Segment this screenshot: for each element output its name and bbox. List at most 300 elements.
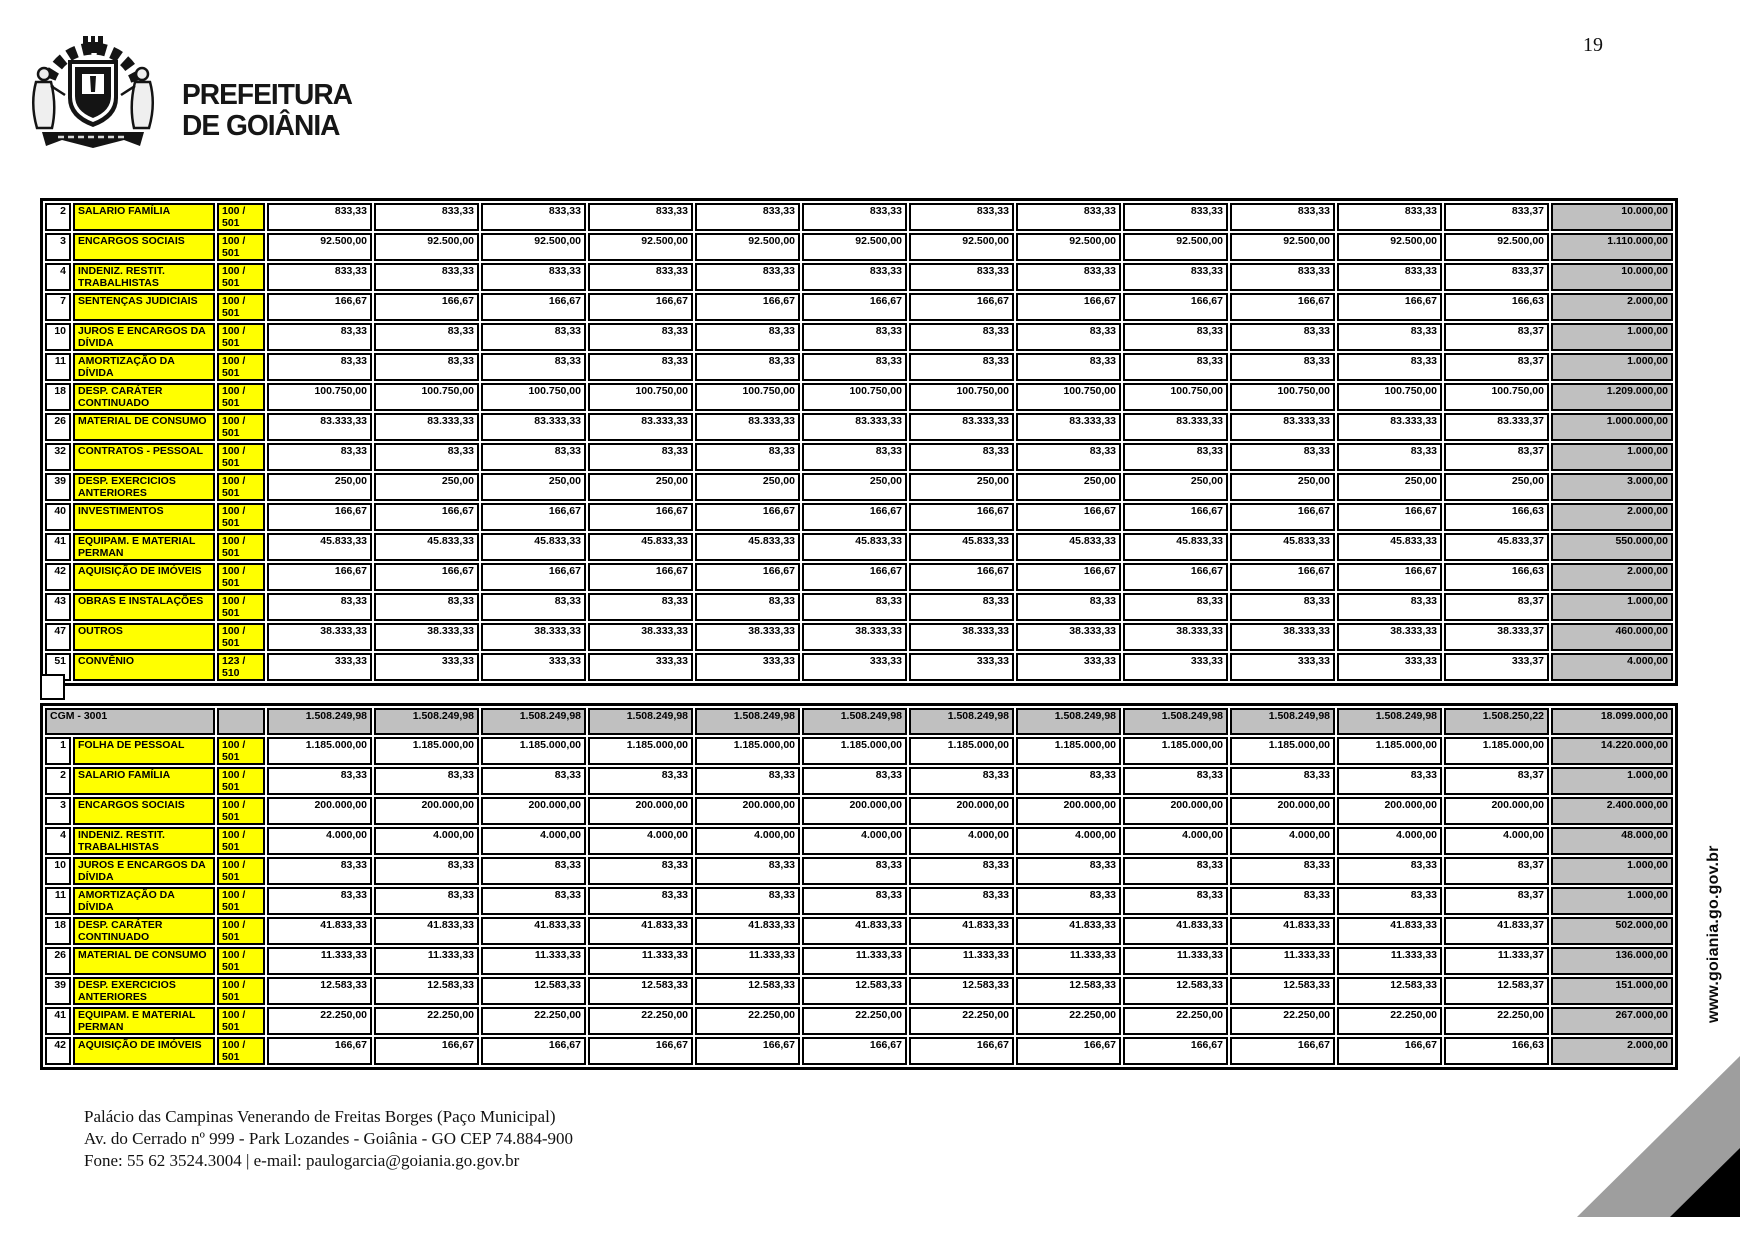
table-row <box>45 593 1673 621</box>
source-code-cell: 100 / 501 <box>217 473 265 501</box>
month-value-cell: 83.333,33 <box>1123 413 1228 441</box>
month-value-cell: 166,67 <box>802 293 907 321</box>
summary-total-cell: 18.099.000,00 <box>1551 708 1673 735</box>
month-value-cell: 83,33 <box>588 323 693 351</box>
row-total-cell: 1.000,00 <box>1551 593 1673 621</box>
account-label-cell: OUTROS <box>73 623 215 651</box>
month-value-cell: 83,33 <box>267 887 372 915</box>
brand-line-2: DE GOIÂNIA <box>182 110 340 142</box>
month-value-cell: 333,33 <box>695 653 800 681</box>
month-value-cell: 45.833,33 <box>1016 533 1121 561</box>
month-value-cell: 166,67 <box>1337 1037 1442 1065</box>
crest-monument <box>90 76 96 92</box>
month-value-cell: 38.333,33 <box>374 623 479 651</box>
crest-right-supporter-figure <box>121 68 153 128</box>
row-number-cell: 4 <box>45 263 71 291</box>
month-value-cell: 166,67 <box>1230 563 1335 591</box>
row-total-cell: 1.000.000,00 <box>1551 413 1673 441</box>
month-value-cell: 1.185.000,00 <box>802 737 907 765</box>
month-value-cell: 83.333,33 <box>374 413 479 441</box>
month-value-cell: 22.250,00 <box>695 1007 800 1035</box>
row-number-cell: 51 <box>45 653 71 681</box>
source-code-cell: 100 / 501 <box>217 857 265 885</box>
account-label-cell: OBRAS E INSTALAÇÕES <box>73 593 215 621</box>
row-number-cell: 7 <box>45 293 71 321</box>
table-row <box>45 887 1673 915</box>
row-number-cell: 39 <box>45 473 71 501</box>
month-value-cell: 83,37 <box>1444 443 1549 471</box>
month-value-cell: 166,67 <box>695 503 800 531</box>
month-value-cell: 12.583,33 <box>588 977 693 1005</box>
source-code-cell: 100 / 501 <box>217 767 265 795</box>
month-value-cell: 200.000,00 <box>481 797 586 825</box>
month-value-cell: 83,33 <box>1230 353 1335 381</box>
month-value-cell: 83,33 <box>1123 323 1228 351</box>
month-value-cell: 92.500,00 <box>1337 233 1442 261</box>
source-code-cell: 100 / 501 <box>217 353 265 381</box>
month-value-cell: 83,33 <box>1337 443 1442 471</box>
month-value-cell: 166,63 <box>1444 1037 1549 1065</box>
month-value-cell: 38.333,33 <box>481 623 586 651</box>
month-value-cell: 45.833,33 <box>481 533 586 561</box>
month-value-cell: 83,33 <box>1337 767 1442 795</box>
month-value-cell: 4.000,00 <box>1337 827 1442 855</box>
row-number-cell: 11 <box>45 887 71 915</box>
month-value-cell: 83,33 <box>909 767 1014 795</box>
month-value-cell: 333,33 <box>1123 653 1228 681</box>
month-value-cell: 200.000,00 <box>1016 797 1121 825</box>
source-code-cell: 100 / 501 <box>217 737 265 765</box>
row-number-cell: 4 <box>45 827 71 855</box>
row-total-cell: 2.000,00 <box>1551 1037 1673 1065</box>
row-number-cell: 41 <box>45 533 71 561</box>
account-label-cell: INVESTIMENTOS <box>73 503 215 531</box>
month-value-cell: 833,33 <box>588 203 693 231</box>
month-value-cell: 83,33 <box>374 887 479 915</box>
row-number-cell: 11 <box>45 353 71 381</box>
month-value-cell: 1.185.000,00 <box>909 737 1014 765</box>
month-value-cell: 100.750,00 <box>1016 383 1121 411</box>
month-value-cell: 100.750,00 <box>1123 383 1228 411</box>
month-value-cell: 45.833,33 <box>695 533 800 561</box>
month-value-cell: 83,33 <box>374 593 479 621</box>
month-value-cell: 41.833,33 <box>695 917 800 945</box>
month-value-cell: 833,33 <box>267 203 372 231</box>
row-total-cell: 2.400.000,00 <box>1551 797 1673 825</box>
month-value-cell: 166,67 <box>802 503 907 531</box>
month-value-cell: 166,67 <box>695 1037 800 1065</box>
month-value-cell: 12.583,33 <box>1337 977 1442 1005</box>
month-value-cell: 83,33 <box>1337 323 1442 351</box>
month-value-cell: 166,67 <box>1230 503 1335 531</box>
account-label-cell: FOLHA DE PESSOAL <box>73 737 215 765</box>
month-value-cell: 166,67 <box>374 503 479 531</box>
month-value-cell: 4.000,00 <box>374 827 479 855</box>
source-code-cell: 100 / 501 <box>217 293 265 321</box>
budget-table-1 <box>40 198 1678 686</box>
table-row <box>45 1007 1673 1035</box>
month-value-cell: 333,33 <box>1016 653 1121 681</box>
account-label-cell: AMORTIZAÇÃO DA DÍVIDA <box>73 887 215 915</box>
month-value-cell: 100.750,00 <box>481 383 586 411</box>
month-value-cell: 833,33 <box>374 203 479 231</box>
row-number-cell: 47 <box>45 623 71 651</box>
month-value-cell: 11.333,33 <box>374 947 479 975</box>
month-value-cell: 4.000,00 <box>695 827 800 855</box>
month-value-cell: 833,33 <box>588 263 693 291</box>
month-value-cell: 1.185.000,00 <box>1230 737 1335 765</box>
table-row <box>45 503 1673 531</box>
month-value-cell: 11.333,33 <box>267 947 372 975</box>
month-value-cell: 83,33 <box>695 767 800 795</box>
month-value-cell: 12.583,33 <box>909 977 1014 1005</box>
month-value-cell: 166,67 <box>1123 293 1228 321</box>
month-value-cell: 92.500,00 <box>802 233 907 261</box>
month-value-cell: 166,67 <box>588 563 693 591</box>
month-value-cell: 166,67 <box>267 1037 372 1065</box>
month-value-cell: 166,67 <box>1230 1037 1335 1065</box>
month-value-cell: 166,67 <box>909 503 1014 531</box>
table-row <box>45 323 1673 351</box>
table-row <box>45 1037 1673 1065</box>
table-row <box>45 293 1673 321</box>
month-value-cell: 12.583,33 <box>1123 977 1228 1005</box>
row-total-cell: 1.000,00 <box>1551 323 1673 351</box>
month-value-cell: 166,67 <box>1123 1037 1228 1065</box>
month-value-cell: 166,67 <box>1016 293 1121 321</box>
month-value-cell: 92.500,00 <box>1016 233 1121 261</box>
month-value-cell: 83,33 <box>1337 887 1442 915</box>
month-value-cell: 83,37 <box>1444 887 1549 915</box>
month-value-cell: 333,33 <box>267 653 372 681</box>
month-value-cell: 1.185.000,00 <box>481 737 586 765</box>
row-total-cell: 10.000,00 <box>1551 263 1673 291</box>
month-value-cell: 166,67 <box>588 293 693 321</box>
month-value-cell: 200.000,00 <box>267 797 372 825</box>
table-row <box>45 383 1673 411</box>
month-value-cell: 1.185.000,00 <box>267 737 372 765</box>
month-value-cell: 22.250,00 <box>267 1007 372 1035</box>
month-value-cell: 83,33 <box>1230 593 1335 621</box>
month-value-cell: 83,33 <box>1016 857 1121 885</box>
month-value-cell: 45.833,33 <box>909 533 1014 561</box>
month-value-cell: 100.750,00 <box>1337 383 1442 411</box>
month-value-cell: 100.750,00 <box>588 383 693 411</box>
month-value-cell: 83,33 <box>1230 887 1335 915</box>
summary-row <box>45 708 1673 735</box>
month-value-cell: 100.750,00 <box>1444 383 1549 411</box>
row-total-cell: 14.220.000,00 <box>1551 737 1673 765</box>
month-value-cell: 11.333,33 <box>481 947 586 975</box>
month-value-cell: 200.000,00 <box>695 797 800 825</box>
month-value-cell: 83,33 <box>695 593 800 621</box>
month-value-cell: 166,67 <box>1337 563 1442 591</box>
month-value-cell: 41.833,33 <box>267 917 372 945</box>
month-value-cell: 83,33 <box>695 443 800 471</box>
month-value-cell: 333,33 <box>1337 653 1442 681</box>
month-value-cell: 83,33 <box>481 767 586 795</box>
month-value-cell: 22.250,00 <box>588 1007 693 1035</box>
month-value-cell: 41.833,33 <box>1123 917 1228 945</box>
month-value-cell: 22.250,00 <box>1230 1007 1335 1035</box>
row-number-cell: 26 <box>45 947 71 975</box>
empty-row-number-cell <box>40 674 65 700</box>
month-value-cell: 166,67 <box>374 563 479 591</box>
row-total-cell: 136.000,00 <box>1551 947 1673 975</box>
month-value-cell: 83.333,33 <box>1016 413 1121 441</box>
month-value-cell: 100.750,00 <box>1230 383 1335 411</box>
summary-month-value-cell: 1.508.249,98 <box>267 708 372 735</box>
month-value-cell: 83,33 <box>588 353 693 381</box>
month-value-cell: 250,00 <box>267 473 372 501</box>
month-value-cell: 83,33 <box>1123 887 1228 915</box>
month-value-cell: 166,67 <box>1016 503 1121 531</box>
account-label-cell: ENCARGOS SOCIAIS <box>73 233 215 261</box>
row-number-cell: 3 <box>45 233 71 261</box>
row-total-cell: 2.000,00 <box>1551 563 1673 591</box>
summary-month-value-cell: 1.508.249,98 <box>1230 708 1335 735</box>
month-value-cell: 41.833,33 <box>374 917 479 945</box>
account-label-cell: DESP. EXERCICIOS ANTERIORES <box>73 473 215 501</box>
month-value-cell: 11.333,33 <box>1230 947 1335 975</box>
month-value-cell: 11.333,33 <box>909 947 1014 975</box>
month-value-cell: 833,33 <box>481 203 586 231</box>
month-value-cell: 22.250,00 <box>1337 1007 1442 1035</box>
row-total-cell: 48.000,00 <box>1551 827 1673 855</box>
table-row <box>45 977 1673 1005</box>
month-value-cell: 83,33 <box>802 767 907 795</box>
month-value-cell: 166,67 <box>374 1037 479 1065</box>
month-value-cell: 11.333,33 <box>1337 947 1442 975</box>
month-value-cell: 333,33 <box>588 653 693 681</box>
month-value-cell: 41.833,33 <box>1230 917 1335 945</box>
summary-month-value-cell: 1.508.249,98 <box>802 708 907 735</box>
source-code-cell: 100 / 501 <box>217 887 265 915</box>
month-value-cell: 83.333,33 <box>588 413 693 441</box>
month-value-cell: 83,33 <box>695 353 800 381</box>
month-value-cell: 4.000,00 <box>1444 827 1549 855</box>
table-row <box>45 533 1673 561</box>
month-value-cell: 83.333,33 <box>267 413 372 441</box>
source-code-cell: 100 / 501 <box>217 443 265 471</box>
month-value-cell: 83,33 <box>374 767 479 795</box>
month-value-cell: 12.583,33 <box>802 977 907 1005</box>
account-label-cell: AQUISIÇÃO DE IMÓVEIS <box>73 563 215 591</box>
month-value-cell: 1.185.000,00 <box>1337 737 1442 765</box>
month-value-cell: 83,33 <box>1123 767 1228 795</box>
row-total-cell: 460.000,00 <box>1551 623 1673 651</box>
month-value-cell: 83,33 <box>374 857 479 885</box>
account-label-cell: DESP. CARÁTER CONTINUADO <box>73 383 215 411</box>
month-value-cell: 83,33 <box>909 353 1014 381</box>
row-number-cell: 40 <box>45 503 71 531</box>
month-value-cell: 41.833,33 <box>909 917 1014 945</box>
footer-line-3: Fone: 55 62 3524.3004 | e-mail: paulogarcia@goiania.go.gov.br <box>84 1151 520 1170</box>
month-value-cell: 1.185.000,00 <box>695 737 800 765</box>
table-row <box>45 263 1673 291</box>
month-value-cell: 833,33 <box>695 203 800 231</box>
row-number-cell: 10 <box>45 323 71 351</box>
row-total-cell: 151.000,00 <box>1551 977 1673 1005</box>
month-value-cell: 92.500,00 <box>1444 233 1549 261</box>
table-row <box>45 827 1673 855</box>
month-value-cell: 166,67 <box>909 1037 1014 1065</box>
month-value-cell: 166,67 <box>909 293 1014 321</box>
source-code-cell: 100 / 501 <box>217 977 265 1005</box>
month-value-cell: 166,67 <box>1123 503 1228 531</box>
table-row <box>45 767 1673 795</box>
month-value-cell: 83,33 <box>909 323 1014 351</box>
month-value-cell: 83,33 <box>1123 443 1228 471</box>
summary-month-value-cell: 1.508.249,98 <box>588 708 693 735</box>
month-value-cell: 833,33 <box>1016 203 1121 231</box>
month-value-cell: 833,33 <box>802 203 907 231</box>
month-value-cell: 250,00 <box>695 473 800 501</box>
row-number-cell: 3 <box>45 797 71 825</box>
month-value-cell: 833,33 <box>1230 203 1335 231</box>
table-row <box>45 623 1673 651</box>
month-value-cell: 22.250,00 <box>374 1007 479 1035</box>
summary-label-cell: CGM - 3001 <box>45 708 215 735</box>
month-value-cell: 83,33 <box>267 767 372 795</box>
month-value-cell: 83,33 <box>1230 443 1335 471</box>
month-value-cell: 83,33 <box>802 323 907 351</box>
account-label-cell: INDENIZ. RESTIT. TRABALHISTAS <box>73 263 215 291</box>
month-value-cell: 11.333,33 <box>588 947 693 975</box>
month-value-cell: 38.333,33 <box>1230 623 1335 651</box>
month-value-cell: 4.000,00 <box>1016 827 1121 855</box>
source-code-cell: 100 / 501 <box>217 383 265 411</box>
month-value-cell: 22.250,00 <box>802 1007 907 1035</box>
month-value-cell: 250,00 <box>1337 473 1442 501</box>
month-value-cell: 250,00 <box>1230 473 1335 501</box>
month-value-cell: 833,33 <box>1337 263 1442 291</box>
month-value-cell: 38.333,33 <box>588 623 693 651</box>
month-value-cell: 92.500,00 <box>588 233 693 261</box>
table-row <box>45 413 1673 441</box>
month-value-cell: 12.583,33 <box>481 977 586 1005</box>
month-value-cell: 83,33 <box>588 887 693 915</box>
account-label-cell: SALARIO FAMÍLIA <box>73 203 215 231</box>
month-value-cell: 833,33 <box>909 263 1014 291</box>
month-value-cell: 83,33 <box>695 887 800 915</box>
row-total-cell: 267.000,00 <box>1551 1007 1673 1035</box>
month-value-cell: 83,33 <box>1230 767 1335 795</box>
account-label-cell: JUROS E ENCARGOS DA DÍVIDA <box>73 323 215 351</box>
month-value-cell: 833,33 <box>1123 203 1228 231</box>
month-value-cell: 45.833,33 <box>374 533 479 561</box>
month-value-cell: 1.185.000,00 <box>374 737 479 765</box>
month-value-cell: 83,33 <box>588 443 693 471</box>
row-number-cell: 18 <box>45 383 71 411</box>
month-value-cell: 22.250,00 <box>1123 1007 1228 1035</box>
month-value-cell: 4.000,00 <box>267 827 372 855</box>
month-value-cell: 83,37 <box>1444 767 1549 795</box>
month-value-cell: 41.833,33 <box>1337 917 1442 945</box>
account-label-cell: CONVÊNIO <box>73 653 215 681</box>
month-value-cell: 833,37 <box>1444 263 1549 291</box>
source-code-cell: 100 / 501 <box>217 1037 265 1065</box>
month-value-cell: 83,33 <box>1337 353 1442 381</box>
month-value-cell: 833,33 <box>267 263 372 291</box>
month-value-cell: 83,33 <box>909 857 1014 885</box>
month-value-cell: 83.333,33 <box>1230 413 1335 441</box>
month-value-cell: 83,33 <box>481 593 586 621</box>
budget-table-2 <box>40 703 1678 1070</box>
row-total-cell: 1.000,00 <box>1551 857 1673 885</box>
month-value-cell: 22.250,00 <box>1016 1007 1121 1035</box>
month-value-cell: 45.833,37 <box>1444 533 1549 561</box>
row-number-cell: 2 <box>45 767 71 795</box>
month-value-cell: 11.333,33 <box>1016 947 1121 975</box>
summary-month-value-cell: 1.508.249,98 <box>1337 708 1442 735</box>
source-code-cell: 100 / 501 <box>217 947 265 975</box>
crest-motto-ribbon <box>42 132 144 148</box>
month-value-cell: 200.000,00 <box>1230 797 1335 825</box>
month-value-cell: 166,63 <box>1444 293 1549 321</box>
row-number-cell: 18 <box>45 917 71 945</box>
crest-left-supporter-figure <box>33 68 65 128</box>
goiania-coat-of-arms-logo <box>24 36 162 158</box>
month-value-cell: 38.333,33 <box>267 623 372 651</box>
month-value-cell: 166,67 <box>1123 563 1228 591</box>
row-total-cell: 1.000,00 <box>1551 443 1673 471</box>
month-value-cell: 83,33 <box>481 887 586 915</box>
month-value-cell: 200.000,00 <box>374 797 479 825</box>
month-value-cell: 83,33 <box>1123 593 1228 621</box>
source-code-cell: 100 / 501 <box>217 623 265 651</box>
month-value-cell: 83.333,33 <box>695 413 800 441</box>
month-value-cell: 83,33 <box>481 323 586 351</box>
month-value-cell: 1.185.000,00 <box>588 737 693 765</box>
month-value-cell: 83,33 <box>588 857 693 885</box>
account-label-cell: DESP. CARÁTER CONTINUADO <box>73 917 215 945</box>
month-value-cell: 83,33 <box>1016 767 1121 795</box>
row-total-cell: 3.000,00 <box>1551 473 1673 501</box>
source-code-cell: 100 / 501 <box>217 827 265 855</box>
month-value-cell: 83,33 <box>267 857 372 885</box>
month-value-cell: 12.583,37 <box>1444 977 1549 1005</box>
month-value-cell: 83,33 <box>267 443 372 471</box>
month-value-cell: 22.250,00 <box>1444 1007 1549 1035</box>
month-value-cell: 38.333,33 <box>802 623 907 651</box>
summary-month-value-cell: 1.508.249,98 <box>1016 708 1121 735</box>
month-value-cell: 833,33 <box>1016 263 1121 291</box>
month-value-cell: 38.333,33 <box>695 623 800 651</box>
month-value-cell: 250,00 <box>1123 473 1228 501</box>
source-code-cell: 100 / 501 <box>217 1007 265 1035</box>
month-value-cell: 45.833,33 <box>802 533 907 561</box>
month-value-cell: 83,33 <box>1016 353 1121 381</box>
month-value-cell: 100.750,00 <box>695 383 800 411</box>
month-value-cell: 833,33 <box>1230 263 1335 291</box>
source-code-cell: 100 / 501 <box>217 323 265 351</box>
month-value-cell: 4.000,00 <box>802 827 907 855</box>
row-number-cell: 42 <box>45 563 71 591</box>
table-row <box>45 653 1673 681</box>
month-value-cell: 833,33 <box>909 203 1014 231</box>
month-value-cell: 100.750,00 <box>802 383 907 411</box>
month-value-cell: 83,33 <box>374 443 479 471</box>
month-value-cell: 833,33 <box>1123 263 1228 291</box>
month-value-cell: 83,33 <box>695 857 800 885</box>
month-value-cell: 833,33 <box>1337 203 1442 231</box>
month-value-cell: 38.333,33 <box>1337 623 1442 651</box>
account-label-cell: MATERIAL DE CONSUMO <box>73 947 215 975</box>
month-value-cell: 166,67 <box>1337 503 1442 531</box>
month-value-cell: 83,33 <box>588 593 693 621</box>
month-value-cell: 200.000,00 <box>909 797 1014 825</box>
